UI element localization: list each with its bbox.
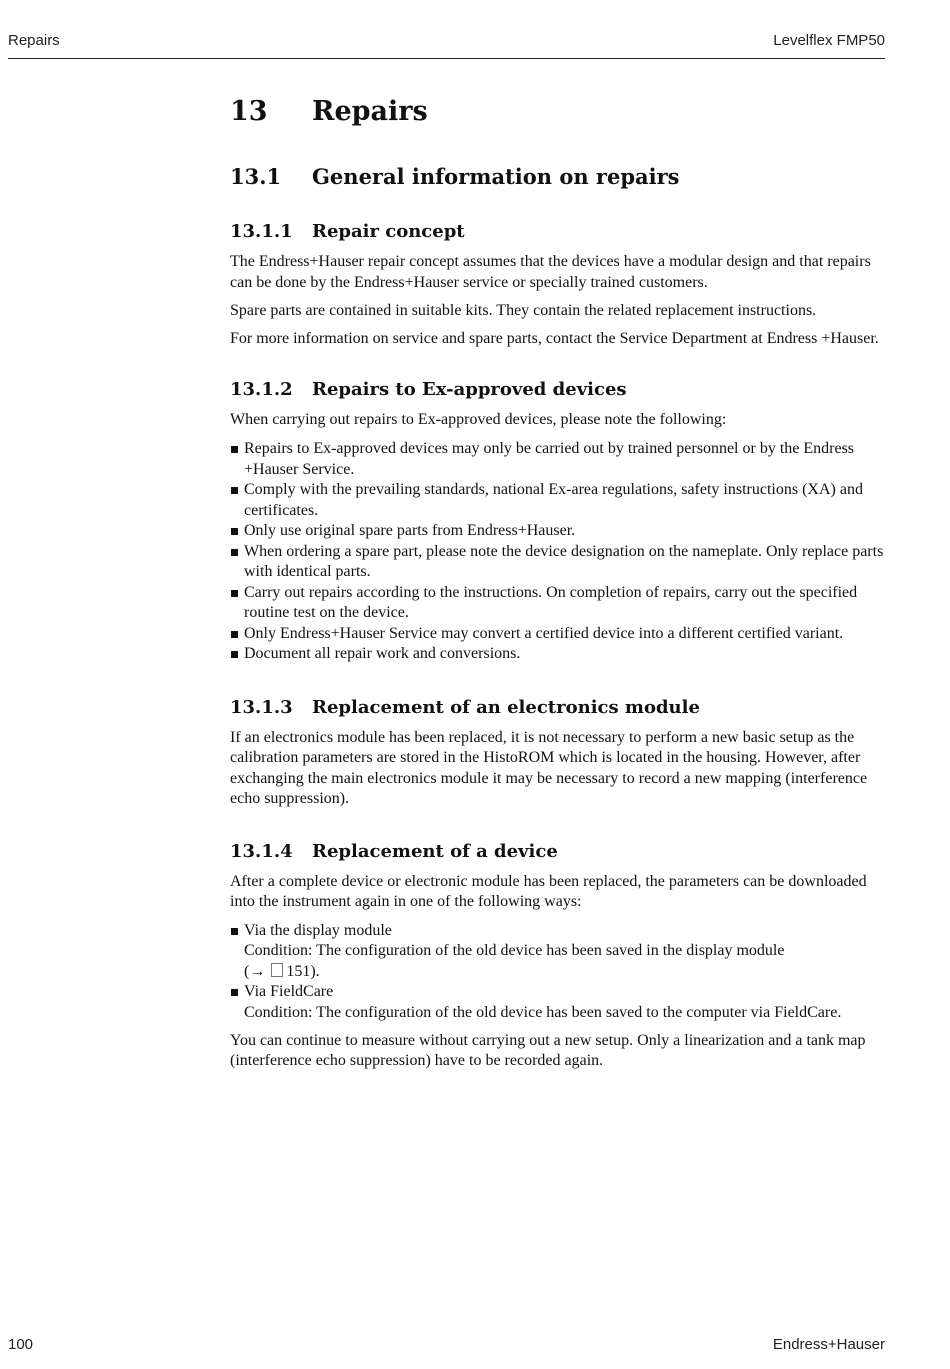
page-number: 100	[8, 1336, 34, 1353]
chapter-title: Repairs	[312, 96, 428, 127]
section-number: 13.1	[230, 164, 282, 189]
list-item: Carry out repairs according to the instructions. On completion of repairs, carry out the specified routine test on the device.	[230, 583, 885, 624]
page-footer	[8, 1336, 885, 1356]
subsection-number: 13.1.1	[230, 221, 293, 242]
paragraph: The Endress+Hauser repair concept assumes that the devices have a modular design and that repairs can be done by the Endress+Hauser service or specially trained customers.	[230, 253, 871, 291]
page-header	[8, 32, 885, 52]
paragraph: Spare parts are contained in suitable kits. They contain the related replacement instructions.	[230, 301, 817, 319]
header-divider	[8, 58, 885, 59]
subsection-number: 13.1.4	[230, 840, 293, 862]
chapter-number: 13	[230, 96, 268, 127]
subsection-heading-repair-concept	[230, 219, 885, 245]
paragraph: For more information on service and spare parts, contact the Service Department at Endress +Hauser.	[230, 329, 879, 347]
header-section-name: Repairs	[8, 32, 60, 49]
paragraph: If an electronics module has been replaced, it is not necessary to perform a new basic setup as the calibration parameters are stored in the HistoROM which is located in the housing. However, after exchanging the main electronics module it may be necessary to record a new mapping (interference echo suppression).	[230, 728, 868, 807]
paragraph: When carrying out repairs to Ex-approved devices, please note the following:	[230, 411, 727, 428]
reference-page-number: 151).	[286, 962, 320, 980]
subsection-number: 13.1.3	[230, 696, 293, 718]
list-item: Only Endress+Hauser Service may convert a certified device into a different certified variant.	[230, 624, 885, 645]
bullet-list	[230, 439, 885, 665]
subsection-title: Replacement of an electronics module	[312, 696, 700, 718]
list-item	[230, 921, 885, 983]
chapter-heading	[230, 92, 885, 132]
list-item-text: Condition: The configuration of the old device has been saved in the display module	[244, 942, 785, 959]
header-product-name: Levelflex FMP50	[773, 32, 885, 49]
footer-brand: Endress+Hauser	[772, 1336, 885, 1353]
bullet-list	[230, 921, 885, 1024]
subsection-heading-ex-devices	[230, 377, 885, 403]
section-heading	[230, 162, 885, 192]
main-content	[230, 92, 885, 1072]
subsection-title: Repairs to Ex-approved devices	[312, 379, 627, 400]
list-item: Document all repair work and conversions.	[230, 644, 885, 665]
subsection-heading-device-replacement	[230, 839, 885, 865]
list-item-title: Via the display module	[244, 921, 392, 939]
subsection-title: Repair concept	[312, 221, 465, 242]
list-item-text: Condition: The configuration of the old device has been saved to the computer via FieldCare.	[244, 1003, 842, 1021]
paragraph: You can continue to measure without carrying out a new setup. Only a linearization and a tank map (interference echo suppression) have to be recorded again.	[230, 1031, 866, 1069]
subsection-title: Replacement of a device	[312, 840, 558, 862]
reference-arrow: (→	[244, 962, 266, 980]
list-item: Comply with the prevailing standards, national Ex-area regulations, safety instructions (XA) and certificates.	[230, 480, 885, 521]
subsection-number: 13.1.2	[230, 379, 293, 400]
subsection-heading-electronics-module	[230, 695, 885, 721]
section-title: General information on repairs	[312, 164, 680, 189]
page-icon	[271, 963, 283, 977]
list-item	[230, 982, 885, 1023]
list-item: Repairs to Ex-approved devices may only be carried out by trained personnel or by the Endress +Hauser Service.	[230, 439, 885, 480]
list-item: When ordering a spare part, please note the device designation on the nameplate. Only replace parts with identical parts.	[230, 542, 885, 583]
paragraph: After a complete device or electronic module has been replaced, the parameters can be downloaded into the instrument again in one of the following ways:	[230, 872, 867, 910]
list-item: Only use original spare parts from Endress+Hauser.	[230, 521, 885, 542]
page-reference	[244, 962, 885, 983]
list-item-title: Via FieldCare	[244, 983, 334, 1000]
